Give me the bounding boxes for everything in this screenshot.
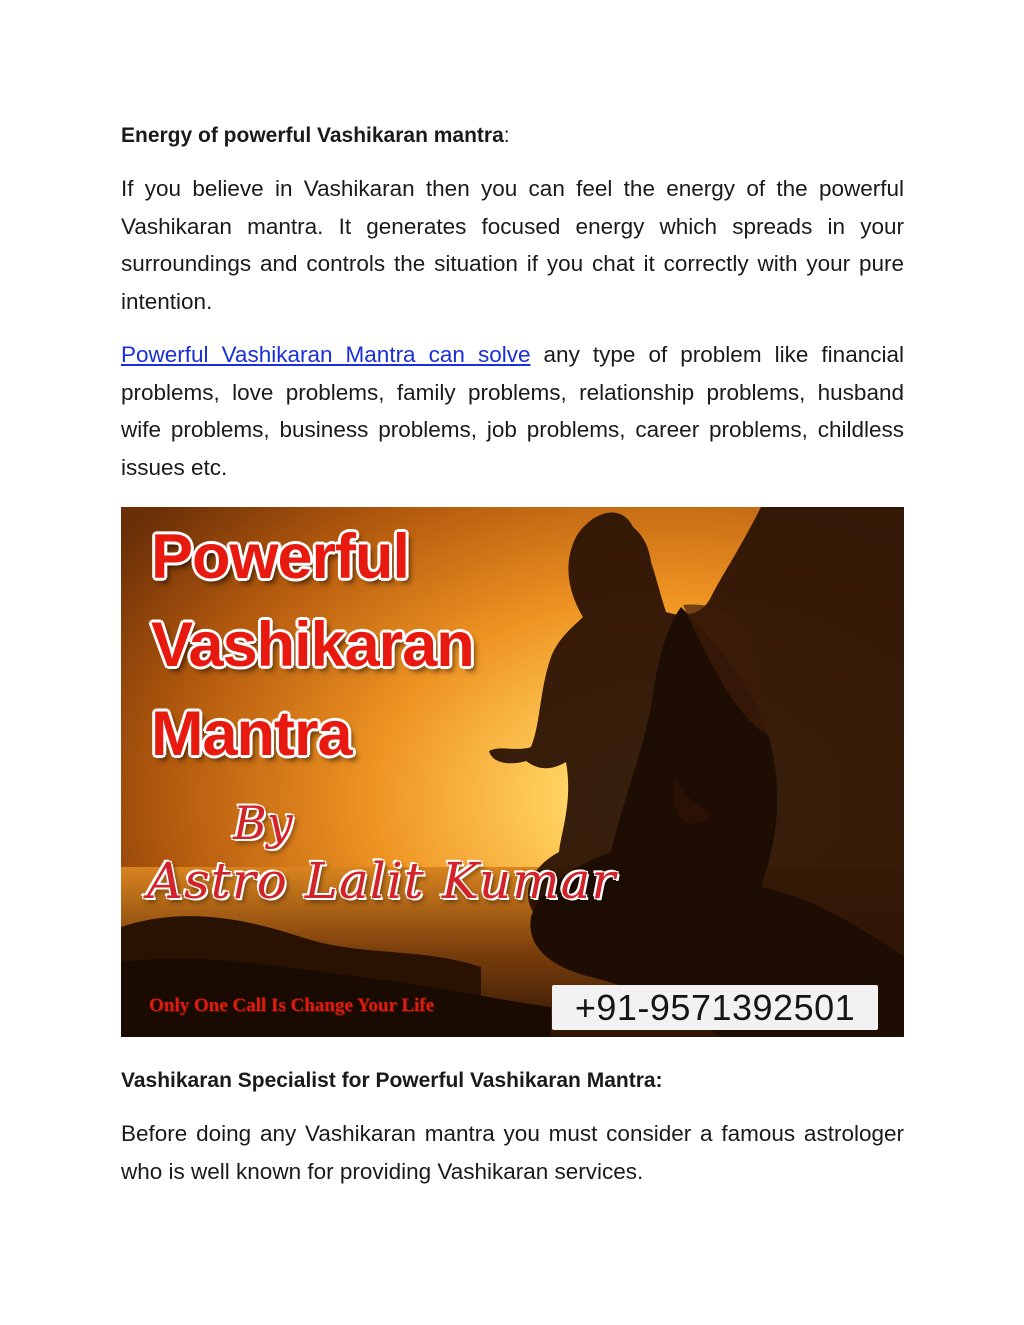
- banner-author-name: Astro Lalit Kumar: [147, 852, 617, 910]
- section-heading-specialist: Vashikaran Specialist for Powerful Vashikaran Mantra:: [121, 1069, 663, 1092]
- powerful-mantra-link[interactable]: Powerful Vashikaran Mantra can solve: [121, 342, 531, 367]
- heading-text: Energy of powerful Vashikaran mantra: [121, 124, 504, 147]
- section-heading-energy: [121, 116, 904, 156]
- paragraph-problems-text: any type of problem like financial problems, love problems, family problems, relationship problems, husband wife problems, business problems, job problems, career problems, childless issues etc.: [121, 342, 904, 480]
- banner-by-text: By: [233, 796, 293, 850]
- paragraph-specialist: Before doing any Vashikaran mantra you must consider a famous astrologer who is well known for providing Vashikaran services.: [121, 1121, 904, 1184]
- vashikaran-banner-image: [121, 507, 904, 1037]
- paragraph-energy: If you believe in Vashikaran then you can feel the energy of the powerful Vashikaran mantra. It generates focused energy which spreads in your surroundings and controls the situation if you chat it correctly with your pure intention.: [121, 176, 904, 314]
- document-content: [121, 116, 904, 1206]
- paragraph-problems: [121, 336, 904, 486]
- banner-title-line3: Mantra: [151, 699, 352, 769]
- heading-colon: :: [503, 124, 510, 147]
- banner-title-line1: Powerful: [151, 522, 410, 592]
- banner-title-line2: Vashikaran: [151, 610, 474, 680]
- banner-tagline: Only One Call Is Change Your Life: [149, 995, 435, 1016]
- banner-phone-number: +91-9571392501: [552, 985, 878, 1030]
